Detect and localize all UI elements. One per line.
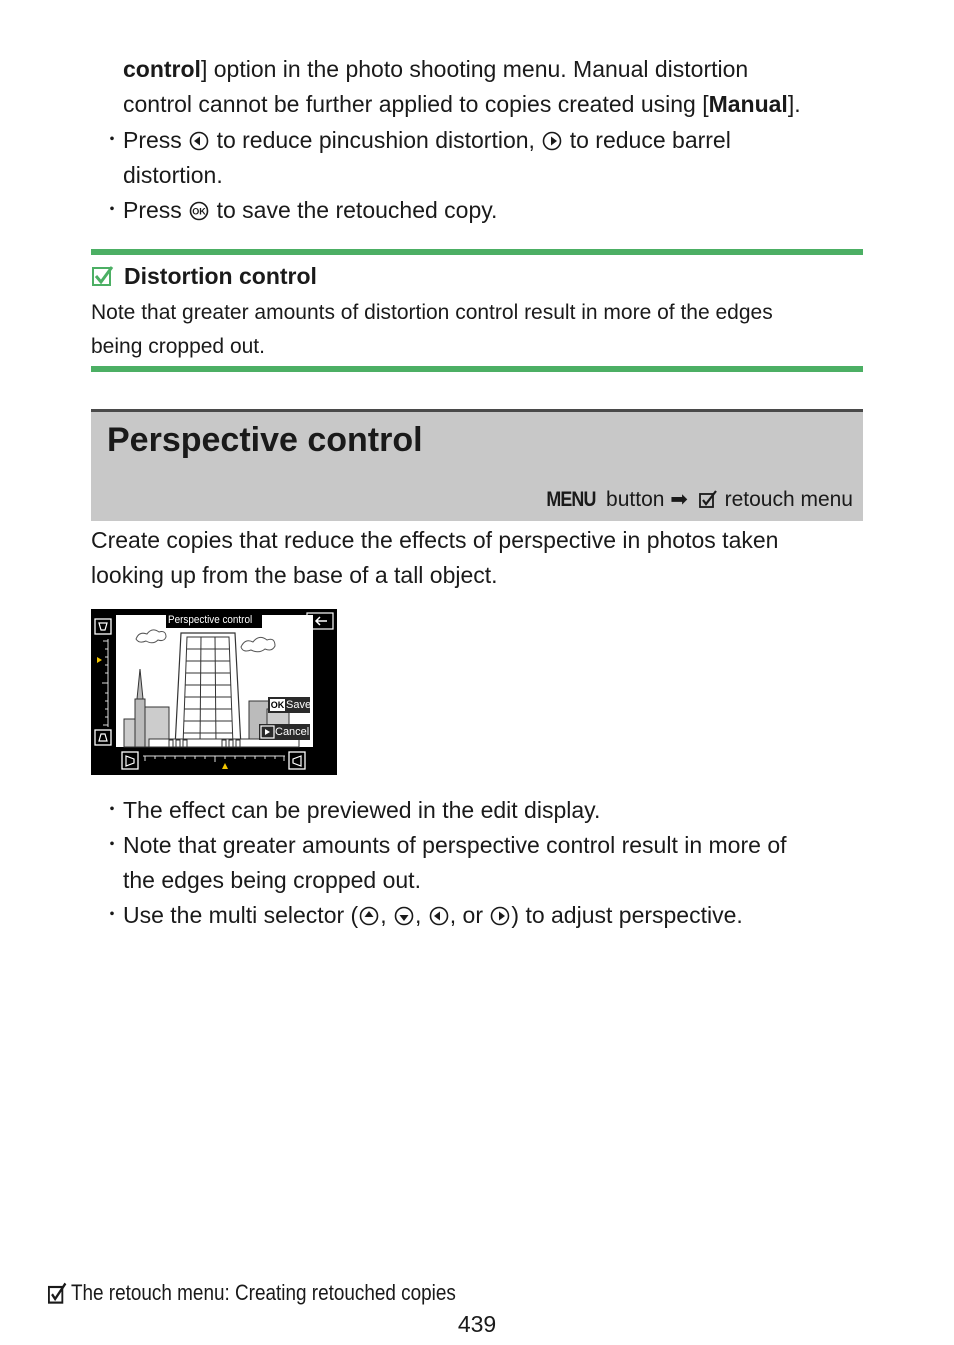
cancel-label: Cancel xyxy=(275,726,310,738)
intro-bullet-1: Press to reduce pincushion distortion, to reduce barrel xyxy=(123,127,731,153)
intro-bullet-2: Press OK to save the retouched copy. xyxy=(123,197,498,223)
intro-line-2: control cannot be further applied to copies created using [Manual]. xyxy=(123,91,801,117)
footer-link[interactable] xyxy=(46,1278,456,1308)
footer-text: The retouch menu: Creating retouched copies xyxy=(70,1280,456,1305)
ok-button-icon xyxy=(189,201,209,221)
multi-selector-right-icon xyxy=(490,906,510,926)
camera-screen-title: Perspective control xyxy=(168,614,253,626)
save-label: Save xyxy=(286,699,312,711)
bullet-2-line-1: Note that greater amounts of perspective control result in more of xyxy=(123,832,787,858)
arrow-right-icon: ➡ xyxy=(670,488,688,511)
bullet-3: Use the multi selector ( , , , or ) to adjust perspective. xyxy=(123,902,743,928)
tip-title: Distortion control xyxy=(91,260,317,292)
ok-label: OK xyxy=(270,700,285,710)
tip-body-line-1: Note that greater amounts of distortion control result in more of the edges xyxy=(91,301,773,324)
bullet-marker: ・ xyxy=(102,834,122,856)
bullet-marker: ・ xyxy=(102,799,122,821)
multi-selector-left-icon xyxy=(429,906,449,926)
multi-selector-right-icon xyxy=(542,131,562,151)
bullet-1: The effect can be previewed in the edit display. xyxy=(123,797,601,823)
bullet-marker: ・ xyxy=(102,129,122,151)
camera-screen xyxy=(91,609,337,775)
svg-text:OK: OK xyxy=(192,206,206,217)
retouch-menu-icon xyxy=(47,1281,68,1305)
camera-screen-illustration xyxy=(91,609,337,775)
multi-selector-left-icon xyxy=(189,131,209,151)
retouch-menu-icon xyxy=(698,489,718,509)
tip-top-rule xyxy=(91,249,863,255)
section-header xyxy=(91,409,863,521)
menu-button-label: MENU xyxy=(546,488,596,511)
bullet-marker: ・ xyxy=(102,904,122,926)
multi-selector-down-icon xyxy=(394,906,414,926)
tip-bottom-rule xyxy=(91,366,863,372)
breadcrumb: MENU button ➡ retouch menu xyxy=(542,486,853,514)
multi-selector-up-icon xyxy=(359,906,379,926)
intro-line-1: control] option in the photo shooting menu. Manual distortion xyxy=(123,56,749,82)
check-icon xyxy=(92,265,114,287)
tip-body-line-2: being cropped out. xyxy=(91,335,265,358)
bullet-marker: ・ xyxy=(102,199,122,221)
section-title: Perspective control xyxy=(107,421,423,459)
bullet-2-line-2: the edges being cropped out. xyxy=(123,867,421,893)
desc-line-2: looking up from the base of a tall object. xyxy=(91,562,498,588)
page-number: 439 xyxy=(457,1311,497,1337)
intro-bullet-1-cont: distortion. xyxy=(123,162,223,188)
desc-line-1: Create copies that reduce the effects of perspective in photos taken xyxy=(91,527,779,553)
